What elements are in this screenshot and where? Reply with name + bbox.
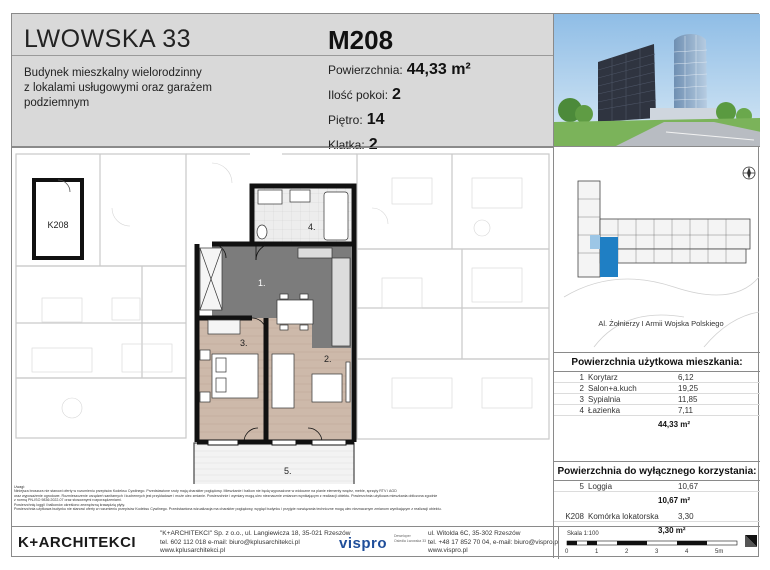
scale-bar-graphic — [559, 527, 761, 559]
footer — [12, 526, 760, 558]
description-line: Budynek mieszkalny wielorodzinny — [24, 67, 202, 79]
header-divider — [12, 55, 553, 56]
fact-value: 44,33 m² — [406, 61, 471, 78]
building-render-image — [553, 14, 760, 147]
unit-number: M208 — [328, 25, 394, 55]
fact-value: 14 — [366, 111, 385, 128]
building-address: LWOWSKA 33 — [24, 25, 192, 53]
tagline-line: Deweloper — [394, 534, 411, 538]
contact-line: tel. +48 17 852 70 04, e-mail: biuro@vispro.pl — [428, 538, 560, 546]
fact-value: 2 — [392, 86, 401, 103]
room-number: 1 — [579, 373, 584, 382]
fact-label: Piętro: — [328, 113, 363, 127]
room-name: Korytarz — [588, 373, 618, 382]
fact-label: Powierzchnia: — [328, 63, 403, 77]
note-line: Uwagi: — [14, 485, 25, 489]
key-plan — [553, 147, 760, 352]
fact-label: Ilość pokoi: — [328, 88, 389, 102]
room-label-hall: 1. — [258, 278, 266, 288]
contact-line: ul. Witolda 6C, 35-302 Rzeszów — [428, 530, 521, 537]
compass-icon — [742, 166, 756, 185]
room-label-living: 2. — [324, 354, 332, 364]
north-arrow-icon — [745, 535, 757, 547]
room-number: 4 — [579, 406, 584, 415]
fact-label: Klatka: — [328, 138, 365, 152]
fact-area — [328, 61, 471, 86]
building-description — [24, 66, 264, 111]
room-name: Loggia — [588, 482, 613, 491]
developer-contact — [428, 530, 559, 556]
room-name: Łazienka — [588, 406, 621, 415]
note-line: Niniejsza broszura nie stanowi oferty w rozumieniu przepisów Kodeksu Cywilnego. Przedstawione rzuty mają charakter poglądowy. Mieszkanie i balkon nie będą wyposażone w widoczne na planie elementy wnętrz, meble, sprzęty RTV i AGD — [14, 489, 397, 494]
room-name: Sypialnia — [588, 395, 621, 404]
fact-rooms — [328, 86, 471, 111]
description-line: z lokalami usługowymi oraz garażem — [24, 82, 212, 94]
fact-floor — [328, 111, 471, 136]
note-line: oraz wyposażenie ogrodowe. Rozmieszczenie urządzeń sanitarnych i kuchennych jest przykładowe i może ulec zmianie. Powierzchnie i wymiary mogą ulec nieznacznie zmianom wynikającym z realizacji obiektu. Powierzchnia użytkowa mieszkania obliczona zgodnie — [14, 493, 438, 498]
scale-tick: 4 — [685, 549, 689, 555]
area-row — [554, 405, 760, 416]
tagline-line: Osiedla Lwowska 33 — [394, 538, 427, 543]
note-line: Powierzchnia użytkowa budynku nie stanowi oferty w rozumieniu przepisów Kodeksu Cywilnego. Przedstawiona wizualizacja ma charakter poglądowy, wygląd budynku i przyjęte rozwiązania techniczne mogą ulec nieznacznym zmianom wynikającym z realizacji obiektu. — [14, 507, 442, 512]
architects-contact — [160, 530, 351, 556]
scale-bar — [558, 527, 760, 559]
area-row — [554, 372, 760, 383]
architects-logo: K+ARCHITEKCI — [18, 534, 137, 551]
room-name: Salon+a.kuch — [588, 384, 637, 393]
area-row — [554, 511, 760, 522]
scale-tick: 0 — [565, 549, 569, 555]
street-name: Al. Żołnierzy I Armii Wojska Polskiego — [598, 319, 724, 328]
scale-tick: 2 — [625, 549, 629, 555]
building-render-drawing — [554, 14, 760, 147]
storage-label: K208 — [47, 220, 69, 230]
room-area: 6,12 — [678, 373, 694, 382]
developer-logo-tagline — [394, 534, 426, 543]
note-line: Powierzchnię loggii i balkonów określono zewnętrzną krawędzią płyty. — [14, 502, 125, 507]
floor-plan-sheet — [11, 13, 759, 557]
usable-area-total: 44,33 m² — [658, 420, 691, 429]
contact-line: www.kplusarchitekci.pl — [160, 547, 226, 555]
floor-plan — [12, 147, 553, 484]
storage-area-total: 3,30 m² — [658, 526, 686, 535]
header-band — [12, 14, 553, 153]
room-area: 19,25 — [678, 384, 699, 393]
area-row — [554, 394, 760, 405]
note-line: z normą PN-ISO 9836:2022-07 oraz stosownymi rozporządzeniami. — [14, 498, 122, 503]
room-number: 5 — [579, 482, 584, 491]
room-name: Komórka lokatorska — [588, 512, 659, 521]
developer-logo: vispro — [339, 535, 388, 552]
contact-line: tel. 602 112 018 e-mail: biuro@kplusarchitekci.pl — [160, 538, 300, 546]
room-number: 3 — [579, 395, 584, 404]
room-label-bathroom: 4. — [308, 222, 316, 232]
room-area: 3,30 — [678, 512, 694, 521]
room-area: 11,85 — [678, 395, 698, 404]
area-row — [554, 481, 760, 492]
scale-tick: 3 — [655, 549, 659, 555]
scale-tick: 1 — [595, 549, 599, 555]
exclusive-area-title: Powierzchnia do wyłącznego korzystania: — [554, 461, 760, 481]
area-row — [554, 383, 760, 394]
fact-value: 2 — [368, 136, 378, 153]
room-area: 10,67 — [678, 482, 699, 491]
room-number: K208 — [565, 512, 584, 521]
description-line: podziemnym — [24, 97, 90, 109]
contact-line: "K+ARCHITEKCI" Sp. z o.o., ul. Langiewicza 18, 35-021 Rzeszów — [160, 530, 351, 537]
legal-notes — [14, 485, 552, 511]
room-label-bedroom: 3. — [240, 338, 248, 348]
highlighted-unit — [600, 237, 618, 277]
usable-area-title: Powierzchnia użytkowa mieszkania: — [554, 352, 760, 372]
room-number: 2 — [579, 384, 584, 393]
exclusive-area-total: 10,67 m² — [658, 496, 691, 505]
floor-plan-drawing — [12, 148, 553, 484]
scale-label: Skala 1:100 — [567, 531, 599, 537]
scale-tick: 5m — [715, 549, 724, 555]
contact-line: www.vispro.pl — [428, 547, 468, 555]
unit-facts — [328, 61, 471, 161]
room-area: 7,11 — [678, 406, 693, 415]
room-label-loggia: 5. — [284, 466, 292, 476]
